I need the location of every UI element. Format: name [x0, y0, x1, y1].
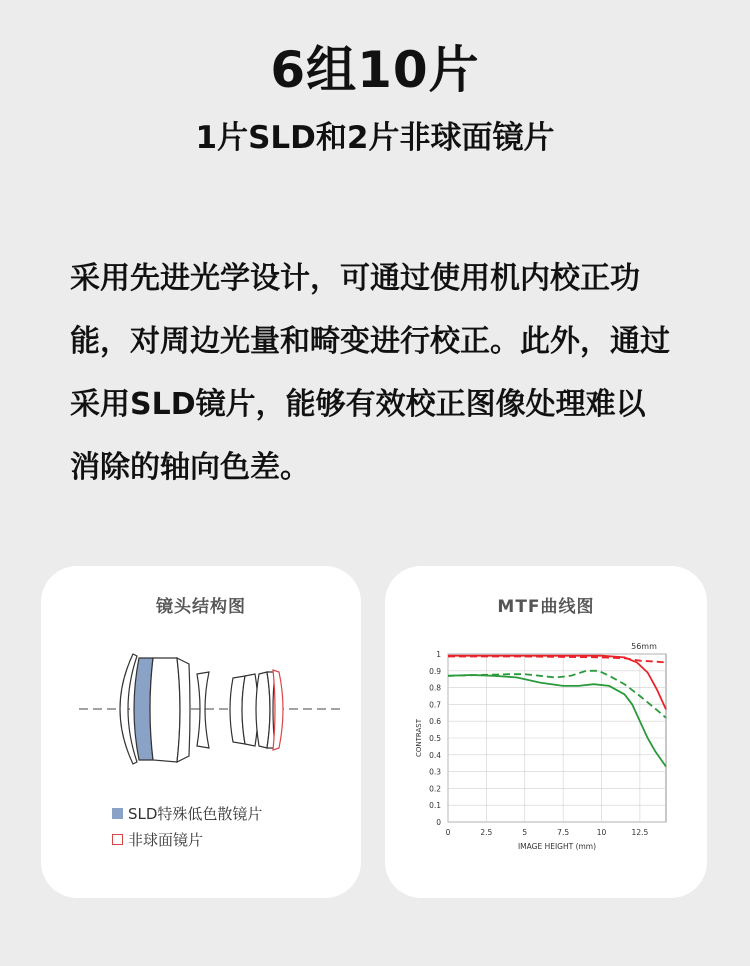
y-tick-label: 0.1: [429, 801, 441, 811]
legend-sld-label: SLD特殊低色散镜片: [128, 805, 263, 823]
chart-ticks: [429, 650, 648, 837]
lens-element-3: [150, 658, 180, 762]
legend-aspherical-label: 非球面镜片: [128, 831, 204, 849]
x-tick-label: 0: [445, 828, 451, 837]
y-tick-label: 0.5: [429, 734, 441, 743]
chart-grid: [448, 654, 666, 822]
x-tick-label: 2.5: [480, 828, 493, 837]
mtf-series-0: [448, 656, 666, 710]
description-line: 能，对周边光量和畸变进行校正。此外，通过: [70, 324, 670, 359]
y-axis-label: CONTRAST: [415, 719, 423, 757]
description-line: 采用先进光学设计，可通过使用机内校正功: [70, 261, 640, 296]
y-tick-label: 0.9: [429, 666, 441, 676]
y-tick-label: 0.3: [429, 767, 441, 777]
legend-sld: [112, 803, 262, 824]
mtf-chart-title: MTF曲线图: [497, 597, 595, 617]
page-title: 6组10片: [270, 41, 480, 99]
description-line: 消除的轴向色差。: [70, 450, 310, 485]
y-tick-label: 0: [436, 818, 441, 827]
x-tick-label: 12.5: [631, 828, 649, 837]
x-tick-label: 10: [596, 828, 607, 837]
y-tick-label: 1: [436, 650, 441, 659]
chart-lines: [448, 656, 666, 767]
aspherical-swatch-icon: [112, 834, 123, 845]
x-axis-label: IMAGE HEIGHT (mm): [517, 842, 597, 851]
page-subtitle: 1片SLD和2片非球面镜片: [195, 120, 555, 156]
mtf-chart: [385, 566, 707, 898]
y-tick-label: 0.7: [429, 700, 441, 710]
description-line: 采用SLD镜片，能够有效校正图像处理难以: [70, 387, 646, 422]
lens-diagram-title: 镜头结构图: [156, 597, 246, 617]
y-tick-label: 0.4: [429, 750, 441, 760]
y-tick-label: 0.6: [429, 717, 441, 727]
lens-element-10-aspherical: [273, 670, 283, 750]
y-tick-label: 0.8: [429, 683, 441, 693]
mtf-series-3: [448, 671, 666, 718]
focal-length-annotation: 56mm: [631, 642, 657, 651]
mtf-series-2: [448, 675, 666, 767]
x-tick-label: 7.5: [557, 828, 570, 837]
x-tick-label: 5: [522, 828, 528, 837]
y-tick-label: 0.2: [429, 784, 441, 794]
description-text: [70, 247, 690, 499]
legend-aspherical: [112, 829, 203, 850]
lens-element-5: [197, 672, 209, 748]
sld-swatch-icon: [112, 808, 123, 819]
